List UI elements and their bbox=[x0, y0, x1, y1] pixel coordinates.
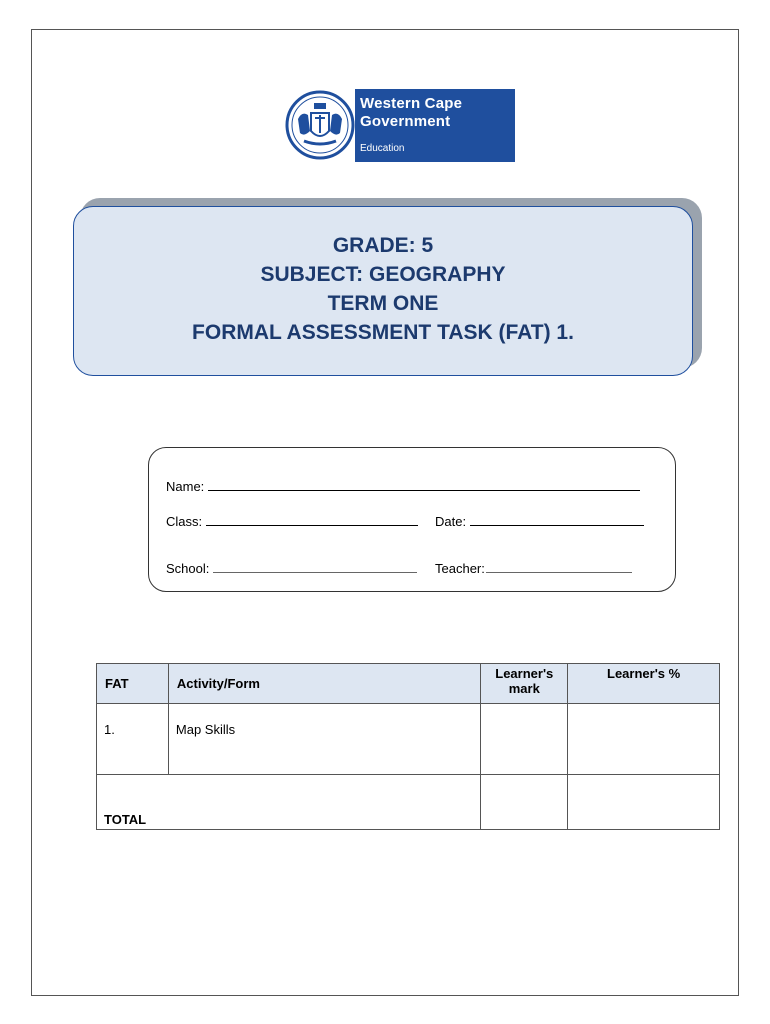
date-field[interactable] bbox=[470, 513, 644, 526]
header-learner-mark bbox=[481, 664, 568, 704]
school-row bbox=[166, 560, 417, 576]
logo-line-education: Education bbox=[360, 143, 405, 154]
title-task: FORMAL ASSESSMENT TASK (FAT) 1. bbox=[192, 321, 574, 344]
class-field[interactable] bbox=[206, 513, 418, 526]
date-row bbox=[435, 513, 644, 529]
name-field[interactable] bbox=[208, 478, 640, 491]
title-grade: GRADE: 5 bbox=[332, 234, 434, 257]
teacher-label: Teacher: bbox=[435, 561, 485, 576]
logo-emblem-area bbox=[282, 89, 355, 162]
cell-mark[interactable] bbox=[481, 704, 568, 775]
header-activity: Activity/Form bbox=[168, 664, 480, 704]
logo-text bbox=[360, 95, 462, 155]
coat-of-arms-icon bbox=[284, 89, 356, 161]
class-label: Class: bbox=[166, 514, 203, 529]
assessment-table bbox=[96, 663, 720, 830]
logo-line-government: Government bbox=[360, 113, 451, 130]
total-percent[interactable] bbox=[568, 775, 720, 830]
cell-fat: 1. bbox=[97, 704, 169, 775]
cell-percent[interactable] bbox=[568, 704, 720, 775]
cell-activity: Map Skills bbox=[168, 704, 480, 775]
header-learner-percent: Learner's % bbox=[568, 664, 720, 704]
teacher-field[interactable] bbox=[486, 560, 632, 573]
title-subject: SUBJECT: GEOGRAPHY bbox=[260, 263, 506, 286]
header-fat: FAT bbox=[97, 664, 169, 704]
table-header-row bbox=[97, 664, 720, 704]
learner-info-box bbox=[148, 447, 676, 592]
total-mark[interactable] bbox=[481, 775, 568, 830]
school-field[interactable] bbox=[213, 560, 417, 573]
title-term: TERM ONE bbox=[327, 292, 439, 315]
date-label: Date: bbox=[435, 514, 467, 529]
table-row bbox=[97, 704, 720, 775]
name-label: Name: bbox=[166, 479, 205, 494]
title-box bbox=[73, 206, 693, 376]
logo-line-western-cape: Western Cape bbox=[360, 95, 463, 112]
table-total-row bbox=[97, 775, 720, 830]
class-row bbox=[166, 513, 418, 529]
name-row bbox=[166, 478, 640, 494]
total-label: TOTAL bbox=[97, 775, 481, 830]
header-learner-mark-line1: Learner's bbox=[495, 666, 554, 681]
school-label: School: bbox=[166, 561, 210, 576]
wcg-logo bbox=[282, 89, 515, 162]
teacher-row bbox=[435, 560, 632, 576]
header-learner-mark-line2: mark bbox=[508, 681, 540, 696]
